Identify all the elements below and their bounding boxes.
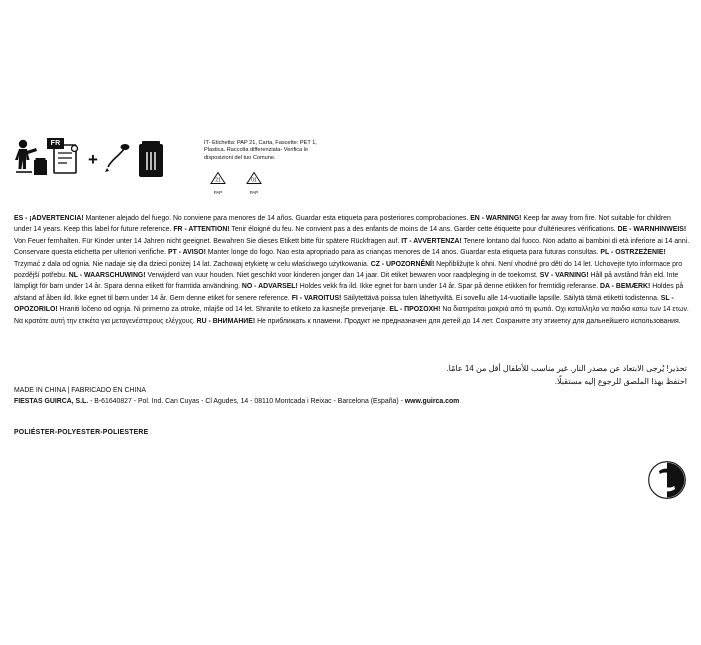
arabic-warning-text: تحذير! يُرجى الابتعاد عن مصدر النار. غير مناسب للأطفال أقل من 14 عامًا. احتفظ بهذا الملصق للرجوع إليه مستقبلًا. (446, 364, 687, 386)
fr-language-tag: FR (47, 138, 64, 149)
company-line (14, 396, 459, 407)
svg-text:21: 21 (215, 177, 221, 184)
disposal-pictogram-block (14, 138, 317, 196)
person-disposing-waste-icon (14, 138, 48, 178)
material-triangle-label: PAP (249, 190, 259, 195)
waste-bin-icon (134, 140, 168, 182)
multilingual-warning-text: ES - ¡ADVERTENCIA! Mantener alejado del fuego. No conviene para menores de 14 años. Guardar esta etiqueta para posteriores comprobaciones. EN - WARNING! Keep far away from fire. Not suitable for children under 14 years. Keep this label for future reference. FR - ATTENTION! Tenir éloigné du feu. Ne convient pas a des enfants de moins de 14 ans. Garder cette étiquette pour d'ultérieures vérifications. DE - WARNHINWEIS! Von Feuer fernhalten. Für Kinder unter 14 Jahren nicht geeignet. Bewahren Sie dieses Etikett bitte für spätere Rückfragen auf. IT - AVVERTENZA! Tenere lontano dal fuoco. Non adatto ai bambini di età inferiore ai 14 anni. Conservare questa etichetta per ulteriori verifiche. PT - AVISO! Manter longe do fogo. Nao esta apropriado para as crianças menores de 14 anos. Guardar esta etiqueta para futuras consultas. PL - OSTRZEŻENIE! Trzymać z dala od ognia. Nie nadaje się dla dzieci poniżej 14 lat. Zachowaj etykietę w celu właściwego użytkowania. CZ - UPOZORNĚNÍ! Nepřibližujte k ohni. Není vhodné pro děti do 14 let. Uchovejte tyto informace pro pozdější potřebu. NL - WAARSCHUWING! Verwijderd van vuur houden. Niet geschikt voor kinderen jonger dan 14 jaar. Dit etiket bewaren voor raadpleging in de toekomst. SV - VARNING! Håll på avstånd från eld. Inte lämpligt för barn under 14 år. Spara denna etikett för framtida användning. NO - ADVARSEL! Holdes vekk fra ild. Ikke egnet for barn under 14 år. Spar på denne etikken for fremtidig referanse. DA - BEMÆRK! Holdes på afstand af åben ild. Ikke egnet til børn under 14 år. Gem denne etiket for senere reference. FI - VAROITUS! Säilytettävä poissa tulen lähettyviltä. Ei sovellu alle 14-vuotiaille lapsille. Säilytä tämä etiketti todistenna. SL - OPOZORILO! Hraniti ločeno od ognja. Ni primerno za otroke, mlajše od 14 let. Shranite to etiketo za kasnejše preverjanje. EL - ΠΡΟΣΟΧΗ! Να διατηρείται μακριά από τη φωτιά. Οχι καταλληλο να παιδια κατω των 14 ετων. Να κρατάτε αυτή την ετικέτα για μεταγενέστερους ελέγχους. RU - ВНИМАНИЕ! Не приближать к пламени. Продукт не предназначен для детей до 14 лет. Сохраните эту этикетку для дальнейшего использования. (14, 215, 690, 325)
company-address: - B-61640827 - Pol. Ind. Can Cuyas - Cl Agudes, 14 - 08110 Montcada i Reixac - Barcelona (España) - (88, 398, 405, 405)
material-composition-text: POLIÉSTER-POLYESTER-POLIESTERE (14, 429, 149, 436)
material-triangle-label: PAP (213, 190, 223, 195)
made-in-text: MADE IN CHINA | FABRICADO EN CHINA (14, 387, 146, 394)
svg-text:01: 01 (251, 177, 257, 184)
tag-string-icon (104, 141, 130, 179)
company-website: www.guirca.com (404, 398, 460, 405)
material-triangle (205, 171, 231, 196)
company-name: FIESTAS GUIRCA, S.L. (14, 398, 89, 405)
disposal-instructions-text: IT- Etichetta: PAP 21, Carta, Fascette: PET 1, Plastica. Raccolta differenziata- Verifica le disposizioni del tuo Comune. (204, 140, 317, 161)
plus-sign: + (88, 150, 98, 169)
material-triangle (241, 171, 267, 196)
green-dot-recycling-icon (648, 461, 686, 499)
material-code-triangles (205, 171, 267, 196)
